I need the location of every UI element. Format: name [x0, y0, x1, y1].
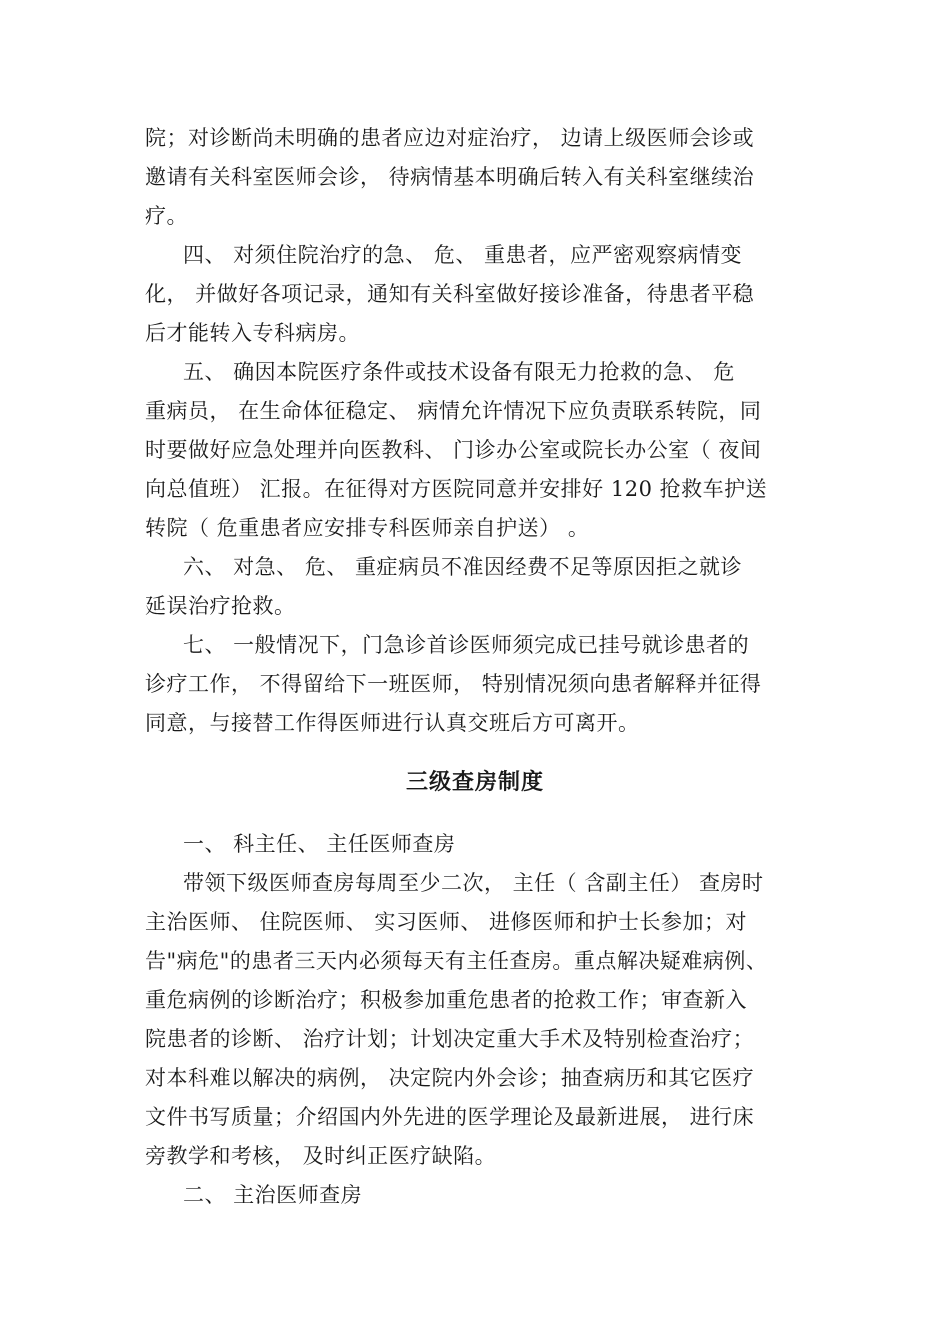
- text-line: 同意，与接替工作得医师进行认真交班后方可离开。: [145, 711, 640, 735]
- text-line: 文件书写质量；介绍国内外先进的医学理论及最新进展， 进行床: [145, 1105, 755, 1129]
- paragraph-six-start: 六、 对急、 危、 重症病员不准因经费不足等原因拒之就诊: [183, 555, 743, 579]
- section-title: 三级查房制度: [405, 770, 544, 795]
- paragraph-start: 带领下级医师查房每周至少二次， 主任（ 含副主任） 查房时: [183, 871, 764, 895]
- subsection-heading: 二、 主治医师查房: [183, 1183, 363, 1207]
- paragraph-five-start: 五、 确因本院医疗条件或技术设备有限无力抢救的急、 危: [183, 360, 735, 384]
- text-line: 院；对诊断尚未明确的患者应边对症治疗， 边请上级医师会诊或: [145, 126, 755, 150]
- paragraph-seven-start: 七、 一般情况下，门急诊首诊医师须完成已挂号就诊患者的: [183, 633, 750, 657]
- text-line: 向总值班） 汇报。在征得对方医院同意并安排好 120 抢救车护送: [145, 477, 768, 501]
- text-line: 邀请有关科室医师会诊， 待病情基本明确后转入有关科室继续治: [145, 165, 755, 189]
- text-line: 院患者的诊断、 治疗计划；计划决定重大手术及特别检查治疗；: [145, 1027, 755, 1051]
- text-line: 后才能转入专科病房。: [145, 321, 360, 345]
- text-line: 化， 并做好各项记录，通知有关科室做好接诊准备，待患者平稳: [145, 282, 755, 306]
- text-line: 旁教学和考核， 及时纠正医疗缺陷。: [145, 1144, 497, 1168]
- text-line: 对本科难以解决的病例， 决定院内外会诊；抽查病历和其它医疗: [145, 1066, 755, 1090]
- paragraph-four-start: 四、 对须住院治疗的急、 危、 重患者，应严密观察病情变: [183, 243, 743, 267]
- text-line: 诊疗工作， 不得留给下一班医师， 特别情况须向患者解释并征得: [145, 672, 762, 696]
- text-line: 延误治疗抢救。: [145, 594, 296, 618]
- text-line: 告"病危"的患者三天内必须每天有主任查房。重点解决疑难病例、: [145, 949, 768, 973]
- subsection-heading: 一、 科主任、 主任医师查房: [183, 832, 456, 856]
- text-line: 时要做好应急处理并向医教科、 门诊办公室或院长办公室（ 夜间: [145, 438, 762, 462]
- text-line: 重病员， 在生命体征稳定、 病情允许情况下应负责联系转院，同: [145, 399, 762, 423]
- text-line: 重危病例的诊断治疗；积极参加重危患者的抢救工作；审查新入: [145, 988, 747, 1012]
- text-line: 疗。: [145, 204, 188, 228]
- text-line: 主治医师、 住院医师、 实习医师、 进修医师和护士长参加；对: [145, 910, 748, 934]
- text-line: 转院（ 危重患者应安排专科医师亲自护送） 。: [145, 516, 590, 540]
